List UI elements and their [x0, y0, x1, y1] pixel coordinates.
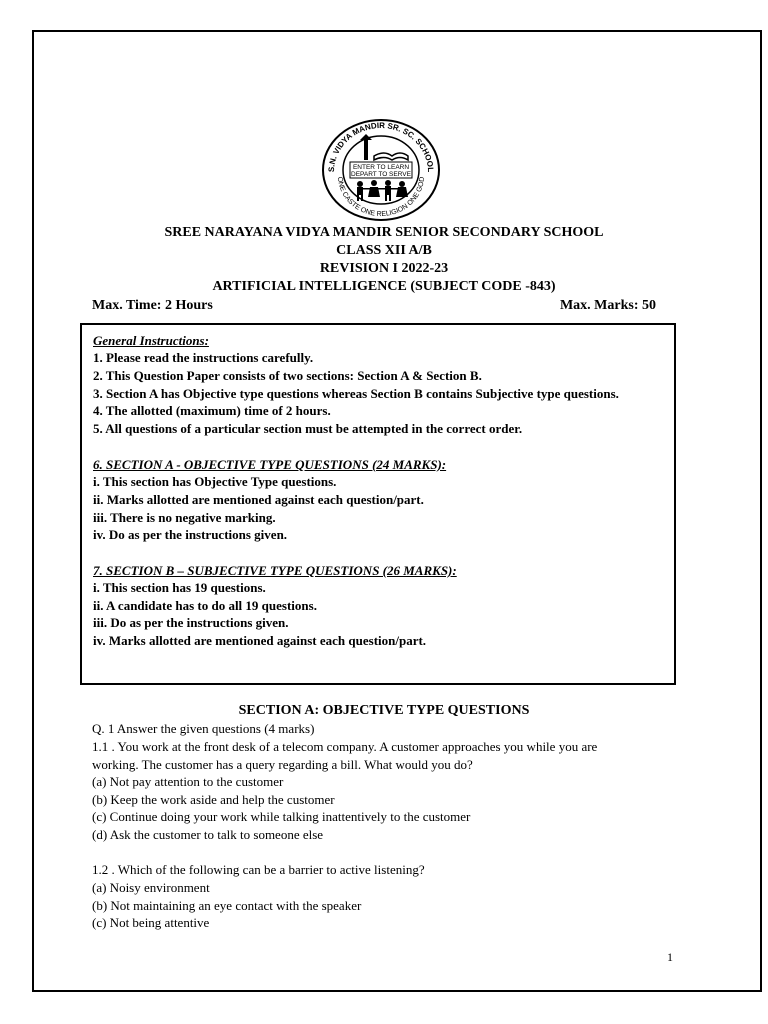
class-label: CLASS XII A/B — [336, 243, 432, 258]
max-time: Max. Time: 2 Hours — [92, 298, 213, 313]
instruction-item: 1. Please read the instructions carefully. — [93, 350, 314, 365]
exam-title: REVISION I 2022-23 — [319, 261, 449, 276]
instruction-item: 4. The allotted (maximum) time of 2 hours. — [93, 403, 331, 418]
instruction-item: i. This section has Objective Type questions. — [93, 474, 337, 489]
answer-option: (c) Not being attentive — [92, 915, 210, 930]
answer-option: (a) Not pay attention to the customer — [92, 774, 284, 789]
question-intro: Q. 1 Answer the given questions (4 marks) — [92, 721, 315, 736]
svg-text:ONE CASTE ONE RELIGION ONE GOD: ONE CASTE ONE RELIGION ONE GOD — [335, 176, 427, 219]
section-a-heading: SECTION A: OBJECTIVE TYPE QUESTIONS — [238, 703, 530, 718]
answer-option: (d) Ask the customer to talk to someone else — [92, 827, 324, 842]
instruction-item: 5. All questions of a particular section must be attempted in the correct order. — [93, 421, 523, 436]
school-name: SREE NARAYANA VIDYA MANDIR SENIOR SECONDARY SCHOOL — [164, 225, 604, 240]
answer-option: (a) Noisy environment — [92, 880, 210, 895]
subject-title: ARTIFICIAL INTELLIGENCE (SUBJECT CODE -843) — [212, 279, 556, 294]
answer-option: (b) Not maintaining an eye contact with the speaker — [92, 898, 362, 913]
answer-option: (b) Keep the work aside and help the customer — [92, 792, 335, 807]
svg-text:ENTER TO LEARN: ENTER TO LEARN — [352, 164, 410, 171]
instruction-item: iii. There is no negative marking. — [93, 510, 276, 525]
section-b-instructions-title: 7. SECTION B – SUBJECTIVE TYPE QUESTIONS (26 MARKS): — [93, 563, 457, 578]
instruction-item: ii. A candidate has to do all 19 questions. — [93, 598, 317, 613]
instruction-item: i. This section has 19 questions. — [93, 580, 266, 595]
question-text: 1.2 . Which of the following can be a barrier to active listening? — [92, 862, 425, 877]
instruction-item: iv. Marks allotted are mentioned against each question/part. — [93, 633, 427, 648]
instruction-item: ii. Marks allotted are mentioned against each question/part. — [93, 492, 424, 507]
svg-text:S.N. VIDYA MANDIR SR. SC. SCHO: S.N. VIDYA MANDIR SR. SC. SCHOOL — [326, 120, 436, 173]
instruction-item: iii. Do as per the instructions given. — [93, 615, 289, 630]
instruction-item: iv. Do as per the instructions given. — [93, 527, 288, 542]
school-emblem — [316, 114, 446, 222]
instructions-title: General Instructions: — [93, 333, 209, 348]
section-a-instructions-title: 6. SECTION A - OBJECTIVE TYPE QUESTIONS (24 MARKS): — [93, 457, 447, 472]
svg-text:DEPART TO SERVE: DEPART TO SERVE — [351, 171, 411, 178]
question-text: working. The customer has a query regarding a bill. What would you do? — [92, 757, 473, 772]
instruction-item: 3. Section A has Objective type questions whereas Section B contains Subjective type questions. — [93, 386, 619, 401]
max-marks: Max. Marks: 50 — [559, 298, 656, 313]
page-number: 1 — [667, 950, 673, 964]
instruction-item: 2. This Question Paper consists of two sections: Section A & Section B. — [93, 368, 482, 383]
question-text: 1.1 . You work at the front desk of a telecom company. A customer approaches you while you are — [92, 739, 598, 754]
time-marks-row — [92, 298, 656, 314]
answer-option: (c) Continue doing your work while talking inattentively to the customer — [92, 809, 471, 824]
